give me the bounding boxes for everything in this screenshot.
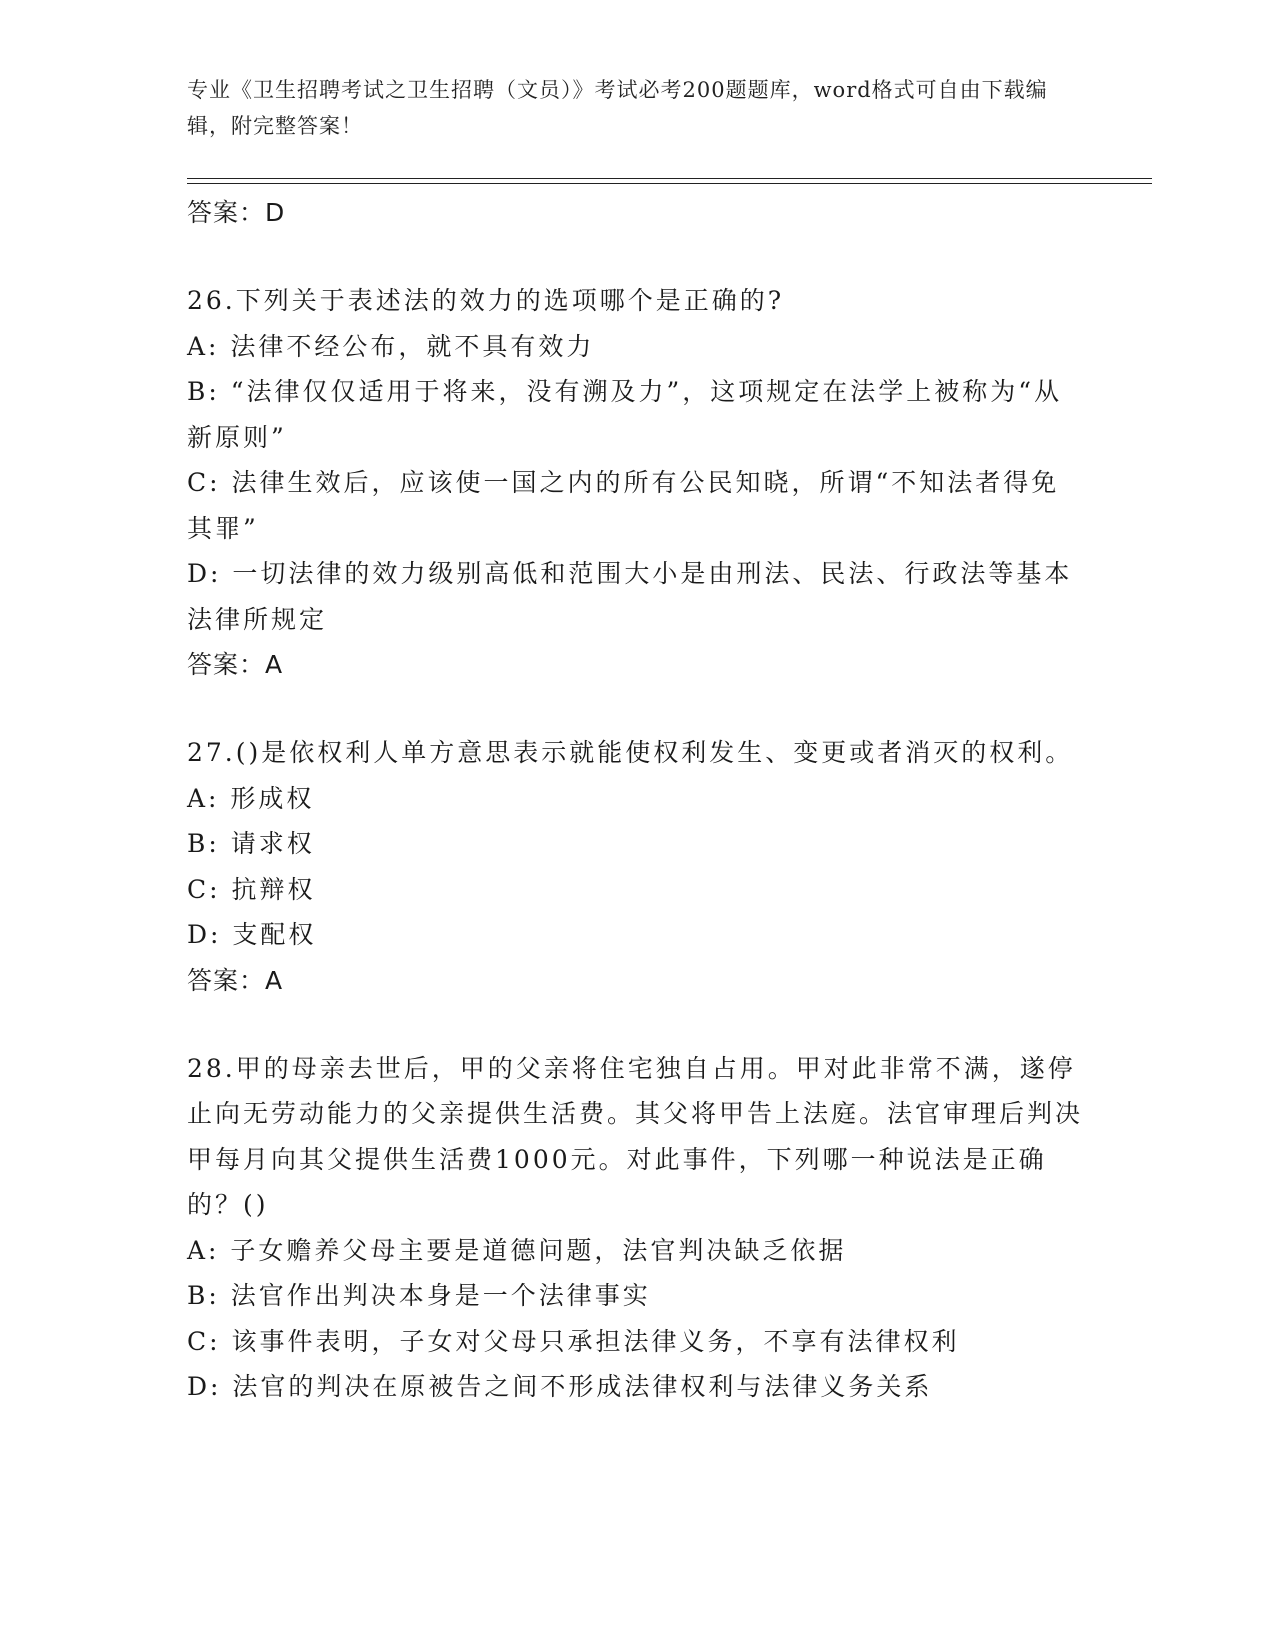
spacer <box>187 236 1087 278</box>
question-27-option-b: B: 请求权 <box>187 829 315 858</box>
question-26-option-c: C: 法律生效后，应该使一国之内的所有公民知晓，所谓“不知法者得免其罪” <box>187 468 1060 543</box>
question-26-text: 26.下列关于表述法的效力的选项哪个是正确的? <box>187 286 785 315</box>
question-list <box>187 190 1087 1410</box>
answer-26: 答案：A <box>187 650 284 679</box>
document-header <box>187 72 1067 144</box>
question-28-option-d: D: 法官的判决在原被告之间不形成法律权利与法律义务关系 <box>187 1372 933 1401</box>
header-rule-bottom <box>187 183 1152 184</box>
question-27-text: 27.()是依权利人单方意思表示就能使权利发生、变更或者消灭的权利。 <box>187 738 1074 767</box>
question-28-option-a: A: 子女赡养父母主要是道德问题，法官判决缺乏依据 <box>187 1235 847 1265</box>
answer-25: 答案：D <box>187 198 286 227</box>
question-26-option-a: A: 法律不经公布，就不具有效力 <box>187 331 595 361</box>
question-27-option-c: C: 抗辩权 <box>187 874 316 904</box>
question-26-option-b: B: “法律仅仅适用于将来，没有溯及力”，这项规定在法学上被称为“从新原则” <box>187 377 1063 452</box>
question-28-text: 28.甲的母亲去世后，甲的父亲将住宅独自占用。甲对此非常不满，遂停止向无劳动能力的父亲提供生活费。其父将甲告上法庭。法官审理后判决甲每月向其父提供生活费1000元。对此事件，下列哪一种说法是正确的？() <box>187 1053 1084 1219</box>
question-28 <box>187 1046 1087 1410</box>
question-28-option-c: C: 该事件表明，子女对父母只承担法律义务，不享有法律权利 <box>187 1326 960 1356</box>
header-rule-top <box>187 178 1152 179</box>
header-text: 专业《卫生招聘考试之卫生招聘（文员）》考试必考200题题库，word格式可自由下载编辑，附完整答案！ <box>187 78 1048 138</box>
question-27-option-a: A: 形成权 <box>187 783 315 813</box>
question-26-option-d: D: 一切法律的效力级别高低和范围大小是由刑法、民法、行政法等基本法律所规定 <box>187 559 1073 634</box>
spacer <box>187 1004 1087 1046</box>
question-28-option-b: B: 法官作出判决本身是一个法律事实 <box>187 1281 651 1310</box>
spacer <box>187 688 1087 730</box>
question-27-option-d: D: 支配权 <box>187 920 317 949</box>
question-26 <box>187 278 1087 688</box>
question-27 <box>187 730 1087 1004</box>
answer-27: 答案：A <box>187 965 284 995</box>
